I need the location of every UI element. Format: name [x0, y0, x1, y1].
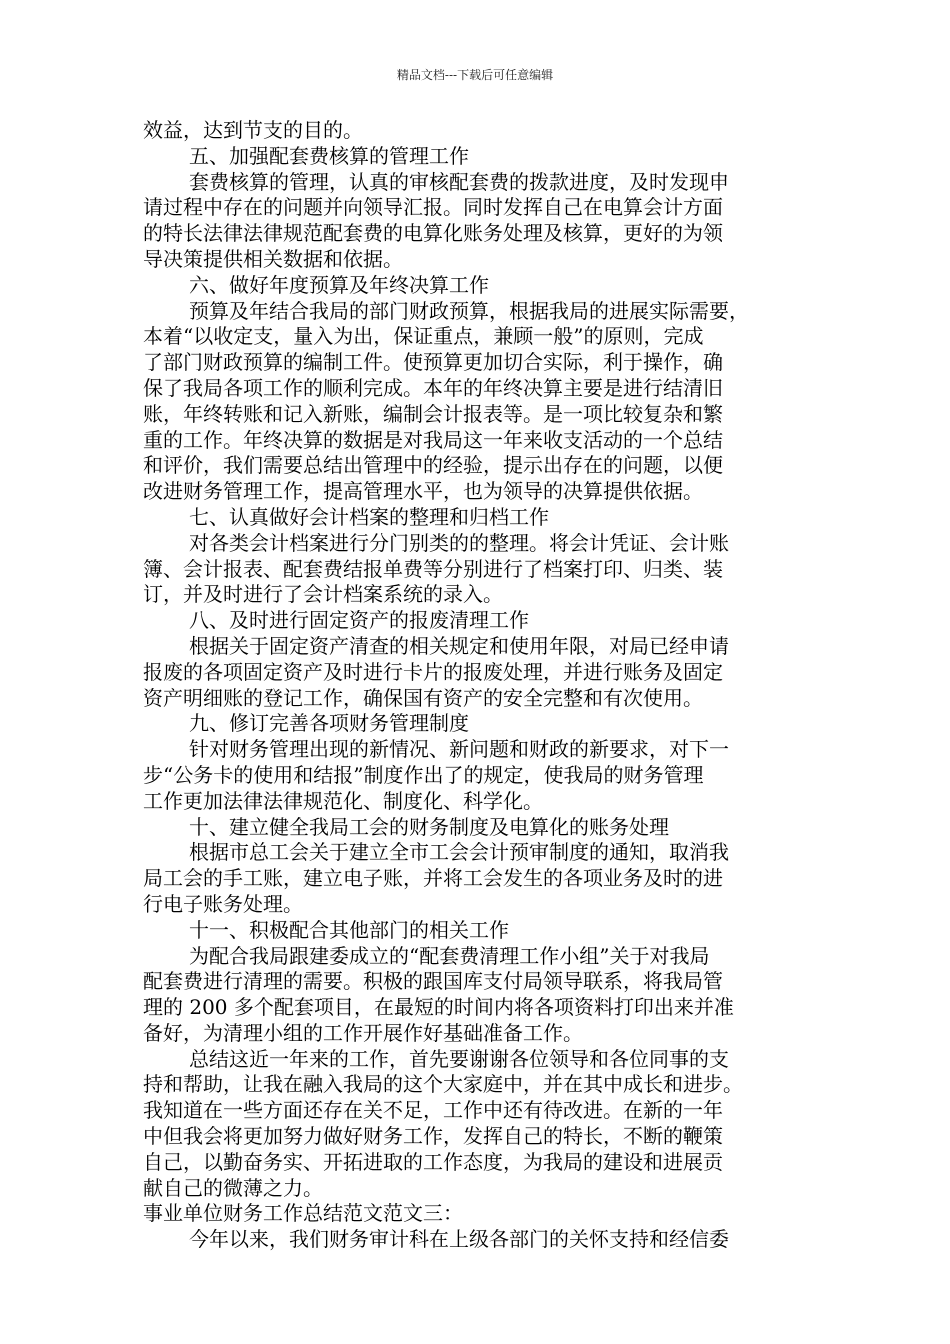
- text-line: 局工会的手工账，建立电子账，并将工会发生的各项业务及时的进: [143, 866, 723, 891]
- text-line: 九、修订完善各项财务管理制度: [189, 711, 469, 736]
- text-line: 根据关于固定资产清查的相关规定和使用年限，对局已经申请: [189, 633, 729, 658]
- text-line: 五、加强配套费核算的管理工作: [189, 143, 469, 168]
- text-line: 资产明细账的登记工作，确保国有资产的安全完整和有次使用。: [143, 685, 703, 710]
- text-line: 十、建立健全我局工会的财务制度及电算化的账务处理: [189, 814, 669, 839]
- text-line: 我知道在一些方面还存在关不足，工作中还有待改进。在新的一年: [143, 1098, 723, 1123]
- document-body: [143, 118, 806, 1253]
- text-line: 导决策提供相关数据和依据。: [143, 246, 403, 271]
- text-line: 的特长法律法律规范配套费的电算化账务处理及核算，更好的为领: [143, 221, 723, 246]
- text-line: 根据市总工会关于建立全市工会会计预审制度的通知，取消我: [189, 840, 729, 865]
- text-line: 账，年终转账和记入新账，编制会计报表等。是一项比较复杂和繁: [143, 401, 723, 426]
- text-line: 备好，为清理小组的工作开展作好基础准备工作。: [143, 1020, 583, 1045]
- text-line: 事业单位财务工作总结范文范文三：: [143, 1201, 463, 1226]
- text-line: 簿、会计报表、配套费结报单费等分别进行了档案打印、归类、装: [143, 556, 723, 581]
- page-header: 精品文档---下载后可任意编辑: [396, 68, 554, 82]
- text-line: 对各类会计档案进行分门别类的的整理。将会计凭证、会计账: [189, 530, 729, 555]
- text-line: 配套费进行清理的需要。积极的跟国库支付局领导联系，将我局管: [143, 969, 723, 994]
- text-line: 自己，以勤奋务实、开拓进取的工作态度，为我局的建设和进展贡: [143, 1149, 723, 1174]
- text-line: 理的 200 多个配套项目，在最短的时间内将各项资料打印出来并准: [143, 995, 734, 1020]
- text-line: 预算及年结合我局的部门财政预算，根据我局的进展实际需要，: [189, 298, 749, 323]
- text-line: 七、认真做好会计档案的整理和归档工作: [189, 504, 549, 529]
- text-line: 行电子账务处理。: [143, 891, 303, 916]
- text-line: 重的工作。年终决算的数据是对我局这一年来收支活动的一个总结: [143, 427, 723, 452]
- text-line: 请过程中存在的问题并向领导汇报。同时发挥自己在电算会计方面: [143, 195, 723, 220]
- text-line: 订，并及时进行了会计档案系统的录入。: [143, 582, 503, 607]
- text-line: 持和帮助，让我在融入我局的这个大家庭中，并在其中成长和进步。: [143, 1072, 743, 1097]
- text-line: 献自己的微薄之力。: [143, 1175, 323, 1200]
- text-line: 本着“以收定支，量入为出，保证重点，兼顾一般”的原则，完成: [143, 324, 704, 349]
- text-line: 今年以来，我们财务审计科在上级各部门的关怀支持和经信委: [189, 1227, 729, 1252]
- text-line: 步“公务卡的使用和结报”制度作出了的规定，使我局的财务管理: [143, 762, 704, 787]
- text-line: 十一、积极配合其他部门的相关工作: [189, 917, 509, 942]
- text-line: 和评价，我们需要总结出管理中的经验，提示出存在的问题，以便: [143, 453, 723, 478]
- text-line: 效益，达到节支的目的。: [143, 118, 363, 142]
- text-line: 改进财务管理工作，提高管理水平，也为领导的决算提供依据。: [143, 479, 703, 504]
- text-line: 针对财务管理出现的新情况、新问题和财政的新要求，对下一: [189, 737, 729, 762]
- text-line: 报废的各项固定资产及时进行卡片的报废处理，并进行账务及固定: [143, 659, 723, 684]
- text-line: 六、做好年度预算及年终决算工作: [189, 272, 489, 297]
- text-line: 套费核算的管理，认真的审核配套费的拨款进度，及时发现申: [189, 169, 729, 194]
- text-line: 八、及时进行固定资产的报废清理工作: [189, 608, 529, 633]
- text-line: 保了我局各项工作的顺利完成。本年的年终决算主要是进行结清旧: [143, 375, 723, 400]
- text-line: 中但我会将更加努力做好财务工作，发挥自己的特长，不断的鞭策: [143, 1124, 723, 1149]
- text-line: 工作更加法律法律规范化、制度化、科学化。: [143, 788, 543, 813]
- text-line: 总结这近一年来的工作，首先要谢谢各位领导和各位同事的支: [189, 1046, 729, 1071]
- text-line: 了部门财政预算的编制工件。使预算更加切合实际，利于操作，确: [143, 350, 723, 375]
- text-line: 为配合我局跟建委成立的“配套费清理工作小组”关于对我局: [189, 943, 710, 968]
